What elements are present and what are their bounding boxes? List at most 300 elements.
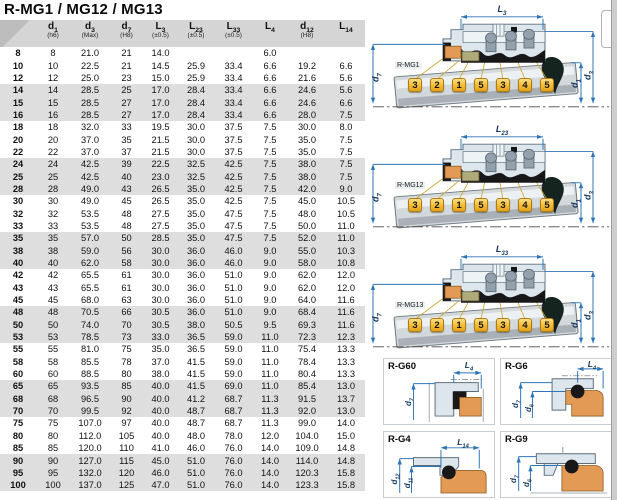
table-cell: 50 — [36, 319, 70, 331]
table-cell: 30.0 — [297, 122, 317, 133]
dimension-label-d7: $d_7$ — [370, 73, 384, 82]
table-row — [0, 245, 365, 257]
table-cell: 48.0 — [186, 430, 206, 441]
table-row — [0, 417, 365, 429]
row-header: 53 — [0, 331, 36, 343]
table-row — [0, 430, 365, 442]
table-cell: 48 — [121, 220, 132, 231]
table-cell: 48 — [121, 208, 132, 219]
table-row — [0, 479, 365, 491]
row-header: 48 — [0, 306, 36, 318]
seat-cell-r-g4 — [383, 431, 495, 498]
table-cell: 40 — [36, 257, 70, 269]
table-cell: 74.0 — [70, 319, 110, 331]
table-cell: 37.5 — [224, 134, 243, 145]
table-cell: 76.0 — [214, 467, 253, 479]
table-cell: 13.0 — [327, 380, 365, 392]
table-cell: 41.0 — [151, 443, 170, 454]
table-row — [0, 368, 365, 380]
table-cell: 125 — [110, 479, 143, 491]
table-cell: 7.5 — [263, 146, 277, 157]
row-header: 85 — [12, 443, 24, 454]
dimension-label-d1: $d_1$ — [569, 79, 583, 88]
table-cell: 6.6 — [253, 109, 287, 121]
table-cell: 78.5 — [70, 331, 110, 343]
seat-title: R-G6 — [505, 361, 528, 372]
table-row — [0, 269, 365, 281]
table-cell: 15 — [36, 96, 70, 108]
table-cell: 15.0 — [336, 430, 356, 441]
table-row — [0, 207, 365, 219]
table-cell: 32.5 — [178, 170, 214, 182]
table-cell: 21.6 — [297, 72, 317, 83]
table-cell: 93.5 — [70, 380, 110, 392]
table-cell: 14.0 — [260, 443, 280, 454]
table-cell: 68.7 — [214, 393, 253, 405]
table-cell: 33 — [121, 122, 132, 133]
table-cell: 78.4 — [297, 356, 317, 367]
table-cell: 107.0 — [78, 418, 102, 429]
table-cell: 9.0 — [263, 270, 277, 281]
table-cell: 11.3 — [253, 405, 287, 417]
table-cell: 137.0 — [70, 479, 110, 491]
table-cell: 110 — [119, 443, 134, 454]
table-cell: 21.5 — [151, 146, 170, 157]
column-header: $L_3$ (±0.5) — [143, 20, 178, 47]
table-cell: 14.0 — [253, 454, 287, 466]
table-cell: 9.5 — [253, 319, 287, 331]
table-cell: 49.0 — [80, 196, 100, 207]
table-cell: 9.0 — [253, 306, 287, 318]
page-edge-shade — [612, 0, 617, 500]
table-cell: 32.0 — [80, 122, 100, 133]
part-callout: 5 — [540, 78, 554, 92]
table-cell: 27.5 — [151, 220, 170, 231]
table-cell: 14.0 — [336, 418, 356, 429]
table-cell — [178, 47, 214, 59]
table-cell: 30.0 — [186, 134, 206, 145]
seal-body — [443, 24, 545, 63]
table-cell: 6.6 — [253, 84, 287, 96]
table-cell: 11.0 — [261, 369, 279, 380]
table-row — [0, 454, 365, 466]
table-cell: 11.0 — [261, 344, 279, 355]
seal-body — [443, 264, 545, 303]
table-cell: 28 — [36, 183, 70, 195]
table-cell: 68.0 — [80, 295, 100, 306]
table-row — [0, 331, 365, 343]
part-callout: 4 — [518, 78, 532, 92]
table-cell: 22 — [47, 146, 59, 157]
part-callout: 3 — [408, 78, 422, 92]
table-cell: 99.0 — [297, 418, 317, 429]
table-cell: 25.0 — [80, 72, 100, 83]
table-cell: 14.0 — [253, 479, 287, 491]
dimension-label-l4: $L_4$ — [587, 359, 597, 372]
table-cell: 92 — [110, 405, 143, 417]
table-cell: 50.0 — [297, 220, 317, 231]
table-cell: 38.0 — [287, 158, 327, 170]
table-cell: 11.3 — [253, 393, 287, 405]
column-header: $d_7$ (H8) — [110, 20, 143, 47]
table-cell: 46.0 — [214, 245, 253, 257]
seal-cross-section-drawing — [365, 124, 615, 236]
table-cell: 48.7 — [178, 405, 214, 417]
table-cell: 38 — [36, 245, 70, 257]
row-header: 80 — [12, 430, 24, 441]
table-cell: 59.0 — [70, 245, 110, 257]
row-header: 90 — [0, 454, 36, 466]
table-cell: 14.5 — [151, 60, 170, 71]
table-cell: 40.0 — [143, 380, 178, 392]
seat-variants-panel — [383, 358, 612, 498]
table-cell: 37.0 — [151, 356, 170, 367]
dimension-label-d11: $d_{11}$ — [403, 477, 415, 489]
table-cell: 17.0 — [143, 96, 178, 108]
table-row — [0, 232, 365, 244]
row-header: 10 — [12, 60, 24, 71]
part-callout: 5 — [474, 78, 488, 92]
table-cell: 41.5 — [178, 380, 214, 392]
table-cell: 14.8 — [327, 454, 365, 466]
table-cell: 97 — [121, 418, 132, 429]
dimension-label-d12: $d_{12}$ — [390, 473, 402, 485]
table-cell: 99.5 — [70, 405, 110, 417]
row-header: 35 — [0, 232, 36, 244]
table-cell: 11.3 — [261, 418, 279, 429]
seat-title: R-G60 — [388, 361, 416, 372]
table-cell: 66 — [110, 306, 143, 318]
table-cell: 95 — [36, 467, 70, 479]
table-cell: 42.5 — [70, 158, 110, 170]
table-cell: 62.0 — [297, 282, 317, 293]
table-cell: 9.0 — [327, 183, 365, 195]
table-cell: 42.5 — [224, 196, 243, 207]
seat-title: R-G4 — [388, 434, 411, 445]
table-cell: 78.0 — [224, 430, 243, 441]
table-cell: 60 — [47, 369, 59, 380]
table-cell: 12.3 — [327, 331, 365, 343]
table-cell: 58.0 — [287, 257, 327, 269]
part-callout: 3 — [408, 318, 422, 332]
table-row — [0, 47, 365, 59]
table-cell: 45.0 — [297, 196, 317, 207]
table-row — [0, 380, 365, 392]
table-cell: 36.0 — [178, 306, 214, 318]
table-cell: 11.0 — [253, 380, 287, 392]
table-cell: 6.6 — [263, 60, 277, 71]
table-row — [0, 72, 365, 84]
table-cell: 10.3 — [327, 245, 365, 257]
table-cell: 40.0 — [143, 393, 178, 405]
table-cell: 35 — [121, 134, 132, 145]
table-cell: 51.0 — [224, 282, 243, 293]
table-cell: 7.5 — [339, 146, 353, 157]
table-cell: 9.0 — [263, 295, 277, 306]
table-cell: 21 — [121, 48, 132, 59]
table-cell: 12.0 — [336, 282, 356, 293]
table-cell: 35.0 — [297, 146, 317, 157]
table-cell: 33.0 — [143, 331, 178, 343]
row-header: 18 — [12, 122, 24, 133]
table-row — [0, 195, 365, 207]
row-header: 32 — [12, 208, 24, 219]
table-cell: 80 — [121, 369, 132, 380]
table-cell: 24.6 — [287, 96, 327, 108]
table-cell: 90 — [36, 454, 70, 466]
table-corner-cell — [0, 20, 36, 47]
table-cell: 36.0 — [186, 282, 206, 293]
table-cell: 37.0 — [80, 146, 100, 157]
table-cell: 46.0 — [186, 443, 206, 454]
table-cell: 59.0 — [224, 356, 243, 367]
table-cell: 69.3 — [287, 319, 327, 331]
row-header: 28 — [0, 183, 36, 195]
table-cell: 51.0 — [178, 467, 214, 479]
table-cell: 27.5 — [151, 208, 170, 219]
dimension-label-d6: $d_6$ — [524, 404, 536, 412]
table-cell: 80.4 — [297, 369, 317, 380]
table-cell: 58 — [110, 257, 143, 269]
table-cell: 21 — [121, 60, 132, 71]
table-cell: 132.0 — [70, 467, 110, 479]
table-row — [0, 158, 365, 170]
table-cell: 24.6 — [287, 84, 327, 96]
table-cell: 26.5 — [151, 196, 170, 207]
dimension-label-d7: $d_7$ — [509, 475, 521, 483]
row-header: 68 — [0, 393, 36, 405]
table-cell: 13.3 — [336, 369, 356, 380]
table-cell: 6.6 — [339, 60, 353, 71]
table-cell: 53 — [36, 331, 70, 343]
table-row — [0, 467, 365, 479]
table-row — [0, 109, 365, 121]
table-cell: 10 — [47, 60, 59, 71]
table-cell: 68.7 — [214, 405, 253, 417]
table-cell: 76.0 — [214, 479, 253, 491]
table-cell: 68 — [36, 393, 70, 405]
table-cell: 21.0 — [80, 48, 100, 59]
table-cell: 42.0 — [287, 183, 327, 195]
table-cell: 11.0 — [261, 356, 279, 367]
table-cell: 51.0 — [224, 295, 243, 306]
part-callout: 3 — [408, 198, 422, 212]
table-cell: 42.5 — [70, 170, 110, 182]
table-cell: 30.0 — [143, 257, 178, 269]
table-cell: 36.0 — [186, 270, 206, 281]
table-cell: 30.0 — [151, 295, 170, 306]
seal-diagram-r-mg1 — [365, 4, 615, 116]
row-header: 75 — [12, 418, 24, 429]
table-cell: 20 — [47, 134, 59, 145]
row-header: 16 — [0, 109, 36, 121]
table-cell: 62.0 — [297, 270, 317, 281]
row-header: 14 — [0, 84, 36, 96]
table-cell: 55.0 — [287, 245, 327, 257]
table-cell: 12.0 — [260, 430, 280, 441]
table-cell: 58 — [47, 356, 59, 367]
row-header: 65 — [0, 380, 36, 392]
table-cell: 85.4 — [287, 380, 327, 392]
diagrams-panel — [365, 0, 617, 500]
table-cell: 26.5 — [143, 183, 178, 195]
seal-cross-section-drawing — [365, 4, 615, 116]
table-cell: 52.0 — [287, 232, 327, 244]
dimension-label-d7: $d_7$ — [511, 400, 523, 408]
part-callout: 2 — [430, 318, 444, 332]
table-cell: 6.0 — [263, 48, 277, 59]
table-cell: 91.5 — [287, 393, 327, 405]
table-cell: 15.8 — [327, 479, 365, 491]
row-header: 45 — [12, 295, 24, 306]
seal-diagram-r-mg13 — [365, 244, 615, 356]
table-cell: 28.5 — [70, 84, 110, 96]
table-cell: 33.4 — [214, 109, 253, 121]
table-cell: 47.5 — [214, 232, 253, 244]
table-cell: 7.5 — [253, 170, 287, 182]
table-cell: 51.0 — [178, 454, 214, 466]
table-cell: 120 — [110, 467, 143, 479]
row-header: 25 — [0, 170, 36, 182]
table-cell: 30.0 — [186, 122, 206, 133]
table-row — [0, 84, 365, 96]
table-cell: 55 — [47, 344, 59, 355]
table-cell: 30.5 — [143, 306, 178, 318]
row-header: 58 — [12, 356, 24, 367]
table-cell: 14.0 — [151, 48, 170, 59]
table-cell: 35 — [36, 232, 70, 244]
table-cell: 43 — [110, 183, 143, 195]
table-cell: 25.9 — [186, 72, 206, 83]
table-cell: 50.5 — [214, 319, 253, 331]
table-row — [0, 405, 365, 417]
row-header: 43 — [12, 282, 24, 293]
row-header: 8 — [15, 48, 21, 59]
row-header: 60 — [12, 369, 24, 380]
table-cell: 13.3 — [336, 356, 356, 367]
table-cell: 49.0 — [70, 183, 110, 195]
table-cell: 100 — [36, 479, 70, 491]
table-cell: 35.0 — [186, 196, 206, 207]
table-cell: 112.0 — [78, 430, 102, 441]
part-callout: 3 — [496, 318, 510, 332]
seat-cell-r-g60 — [383, 358, 495, 425]
part-callout: 4 — [518, 318, 532, 332]
table-cell: 48.0 — [297, 208, 317, 219]
table-row — [0, 356, 365, 368]
table-cell: 30.5 — [143, 319, 178, 331]
table-cell: 47.5 — [224, 208, 243, 219]
table-cell: 46.0 — [143, 467, 178, 479]
table-cell: 33.4 — [224, 72, 243, 83]
table-cell: 69.0 — [214, 380, 253, 392]
table-header-row — [0, 20, 365, 47]
table-cell: 7.5 — [263, 196, 277, 207]
table-cell: 115 — [110, 454, 143, 466]
page-title: R-MG1 / MG12 / MG13 — [4, 1, 163, 18]
table-cell: 22.5 — [80, 60, 100, 71]
table-cell: 28.4 — [178, 109, 214, 121]
row-header: 95 — [0, 467, 36, 479]
table-cell: 70 — [36, 405, 70, 417]
diagram-title: R-MG12 — [397, 182, 424, 189]
table-cell: 42.5 — [214, 158, 253, 170]
table-cell: 120.0 — [78, 443, 102, 454]
callout-row — [408, 198, 554, 212]
table-cell: 46.0 — [214, 257, 253, 269]
table-cell: 7.5 — [263, 220, 277, 231]
dimension-label-d7: $d_7$ — [370, 193, 384, 202]
table-cell: 42 — [47, 270, 59, 281]
table-cell — [287, 47, 327, 59]
table-cell: 19.2 — [297, 60, 317, 71]
table-cell: 30.0 — [151, 270, 170, 281]
table-cell: 76.0 — [214, 454, 253, 466]
table-cell: 68.4 — [287, 306, 327, 318]
table-cell: 14.0 — [253, 467, 287, 479]
table-cell: 51.0 — [178, 479, 214, 491]
table-cell: 76.0 — [224, 443, 243, 454]
seat-cell-r-g9 — [500, 431, 612, 498]
part-callout: 5 — [540, 318, 554, 332]
table-cell: 32 — [47, 208, 59, 219]
part-callout: 5 — [540, 198, 554, 212]
table-cell: 11.0 — [253, 331, 287, 343]
table-cell: 28.4 — [178, 84, 214, 96]
table-row — [0, 393, 365, 405]
table-row — [0, 170, 365, 182]
row-header: 55 — [12, 344, 24, 355]
table-cell: 6.6 — [263, 72, 277, 83]
table-cell: 32.5 — [178, 158, 214, 170]
column-header: $d_1$ (h6) — [36, 20, 70, 47]
table-cell: 48.7 — [186, 418, 206, 429]
table-cell: 63 — [121, 295, 132, 306]
table-cell: 72.3 — [287, 331, 327, 343]
table-row — [0, 59, 365, 71]
table-cell: 53.5 — [80, 208, 100, 219]
table-cell: 7.5 — [327, 109, 365, 121]
table-cell: 75 — [47, 418, 59, 429]
table-cell: 33.4 — [214, 96, 253, 108]
table-cell: 7.5 — [263, 122, 277, 133]
dimension-label-l23: $L_{23}$ — [495, 124, 509, 137]
column-header: $L_{14}$ — [327, 20, 365, 47]
table-row — [0, 442, 365, 454]
table-cell: 33.4 — [214, 84, 253, 96]
table-cell: 10.8 — [327, 257, 365, 269]
table-cell: 11.0 — [337, 220, 355, 231]
table-cell: 14.8 — [336, 443, 356, 454]
table-cell: 7.5 — [253, 158, 287, 170]
part-callout: 5 — [474, 198, 488, 212]
table-cell: 53.5 — [80, 220, 100, 231]
table-cell: 15.0 — [151, 72, 170, 83]
table-cell: 62.0 — [70, 257, 110, 269]
table-cell: 14 — [36, 84, 70, 96]
seat-title: R-G9 — [505, 434, 528, 445]
table-cell: 38.0 — [287, 170, 327, 182]
diagram-title: R-MG13 — [397, 302, 424, 309]
table-cell: 11.6 — [327, 306, 365, 318]
table-cell: 37.5 — [224, 146, 243, 157]
part-callout: 2 — [430, 78, 444, 92]
table-cell — [214, 47, 253, 59]
table-cell: 30.0 — [151, 282, 170, 293]
column-header: $d_{12}$ (H8) — [287, 20, 327, 47]
table-cell: 42.5 — [214, 170, 253, 182]
table-cell: 13.3 — [336, 344, 356, 355]
